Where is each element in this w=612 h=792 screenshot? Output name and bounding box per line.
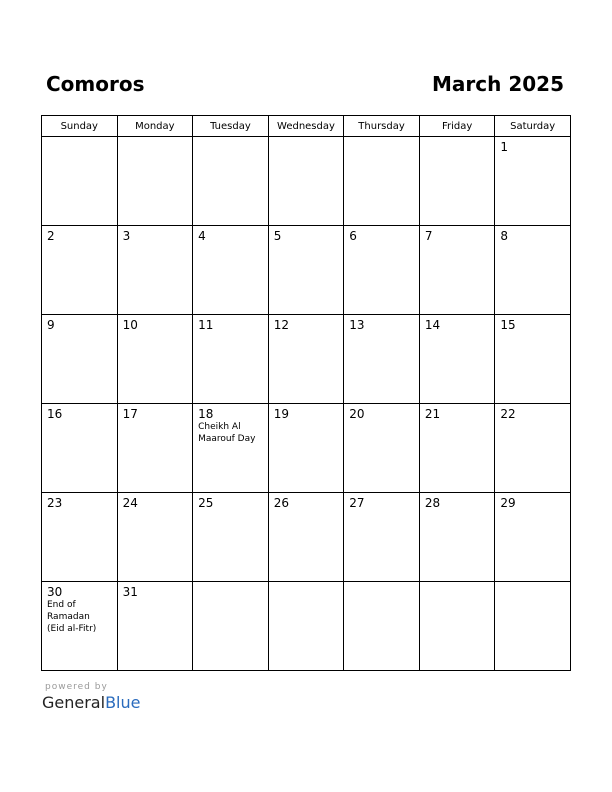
day-number: 3 <box>122 229 131 243</box>
day-number <box>344 137 419 140</box>
day-cell <box>495 226 571 315</box>
month-year-title: March 2025 <box>432 72 564 96</box>
day-number: 14 <box>424 318 441 332</box>
day-number <box>193 137 268 140</box>
day-cell <box>268 315 344 404</box>
weekday-header-row <box>42 116 571 137</box>
day-number: 11 <box>198 318 214 332</box>
week-row <box>42 582 571 671</box>
day-cell <box>495 137 571 226</box>
day-cell <box>419 582 495 671</box>
day-number: 21 <box>424 407 441 421</box>
day-number <box>420 582 495 585</box>
day-number <box>269 582 344 585</box>
day-cell <box>193 137 269 226</box>
day-number: 4 <box>198 229 206 243</box>
day-cell <box>42 582 118 671</box>
day-cell <box>495 493 571 582</box>
weekday-header: Sunday <box>42 116 118 137</box>
day-cell <box>344 404 420 493</box>
day-cell <box>268 226 344 315</box>
day-number <box>495 582 570 585</box>
weekday-header: Tuesday <box>193 116 269 137</box>
week-row <box>42 315 571 404</box>
day-cell <box>268 404 344 493</box>
day-number: 8 <box>500 229 509 243</box>
day-cell <box>419 137 495 226</box>
day-cell <box>419 493 495 582</box>
day-number: 28 <box>424 496 441 510</box>
generalblue-logo[interactable] <box>42 693 140 713</box>
day-cell <box>42 137 118 226</box>
day-cell <box>117 493 193 582</box>
holiday-label: End of Ramadan (Eid al-Fitr) <box>47 600 97 634</box>
day-cell <box>193 582 269 671</box>
day-cell <box>495 315 571 404</box>
day-number: 27 <box>349 496 365 510</box>
powered-by-label: powered by <box>45 682 108 692</box>
weekday-header: Monday <box>117 116 193 137</box>
day-cell <box>193 493 269 582</box>
weekday-header: Saturday <box>495 116 571 137</box>
day-cell <box>419 315 495 404</box>
day-cell <box>419 404 495 493</box>
day-number: 19 <box>273 407 289 421</box>
day-cell <box>117 404 193 493</box>
day-cell <box>344 493 420 582</box>
day-number <box>420 137 495 140</box>
day-number: 30 <box>47 585 63 599</box>
day-cell <box>193 315 269 404</box>
day-number: 16 <box>47 407 63 421</box>
day-number: 5 <box>273 229 282 243</box>
day-number <box>193 582 268 585</box>
week-row <box>42 493 571 582</box>
day-cell <box>193 404 269 493</box>
day-number: 31 <box>122 585 138 599</box>
day-number: 15 <box>500 318 516 332</box>
weekday-header: Thursday <box>344 116 420 137</box>
day-cell <box>344 582 420 671</box>
day-number: 25 <box>198 496 214 510</box>
day-cell <box>344 315 420 404</box>
brand-general-text: General <box>42 693 106 712</box>
day-number: 2 <box>47 229 55 243</box>
day-number: 6 <box>349 229 357 243</box>
day-number <box>344 582 419 585</box>
day-number: 1 <box>500 140 509 154</box>
day-number: 12 <box>273 318 289 332</box>
day-cell <box>495 404 571 493</box>
day-number <box>42 137 117 140</box>
day-cell <box>42 493 118 582</box>
day-cell <box>344 226 420 315</box>
holiday-label: Cheikh Al Maarouf Day <box>198 422 256 444</box>
day-cell <box>42 315 118 404</box>
day-cell <box>117 315 193 404</box>
day-cell <box>42 226 118 315</box>
day-number: 17 <box>122 407 138 421</box>
day-number: 20 <box>349 407 365 421</box>
week-row <box>42 226 571 315</box>
day-cell <box>117 582 193 671</box>
day-cell <box>344 137 420 226</box>
day-number: 9 <box>47 318 55 332</box>
brand-blue-text: Blue <box>105 693 141 712</box>
day-cell <box>268 493 344 582</box>
day-cell <box>495 582 571 671</box>
day-number: 7 <box>424 229 433 243</box>
day-number: 18 <box>198 407 214 421</box>
day-cell <box>117 137 193 226</box>
day-cell <box>42 404 118 493</box>
day-cell <box>268 137 344 226</box>
day-number: 23 <box>47 496 63 510</box>
day-number: 26 <box>273 496 289 510</box>
day-cell <box>419 226 495 315</box>
day-number: 10 <box>122 318 138 332</box>
week-row <box>42 137 571 226</box>
weekday-header: Friday <box>419 116 495 137</box>
day-number: 22 <box>500 407 516 421</box>
day-number <box>269 137 344 140</box>
day-number: 24 <box>122 496 138 510</box>
day-number <box>118 137 193 140</box>
day-cell <box>117 226 193 315</box>
day-cell <box>193 226 269 315</box>
calendar-grid <box>41 115 571 671</box>
day-cell <box>268 582 344 671</box>
day-number: 29 <box>500 496 516 510</box>
day-number: 13 <box>349 318 365 332</box>
week-row <box>42 404 571 493</box>
country-title: Comoros <box>46 72 145 96</box>
weekday-header: Wednesday <box>268 116 344 137</box>
